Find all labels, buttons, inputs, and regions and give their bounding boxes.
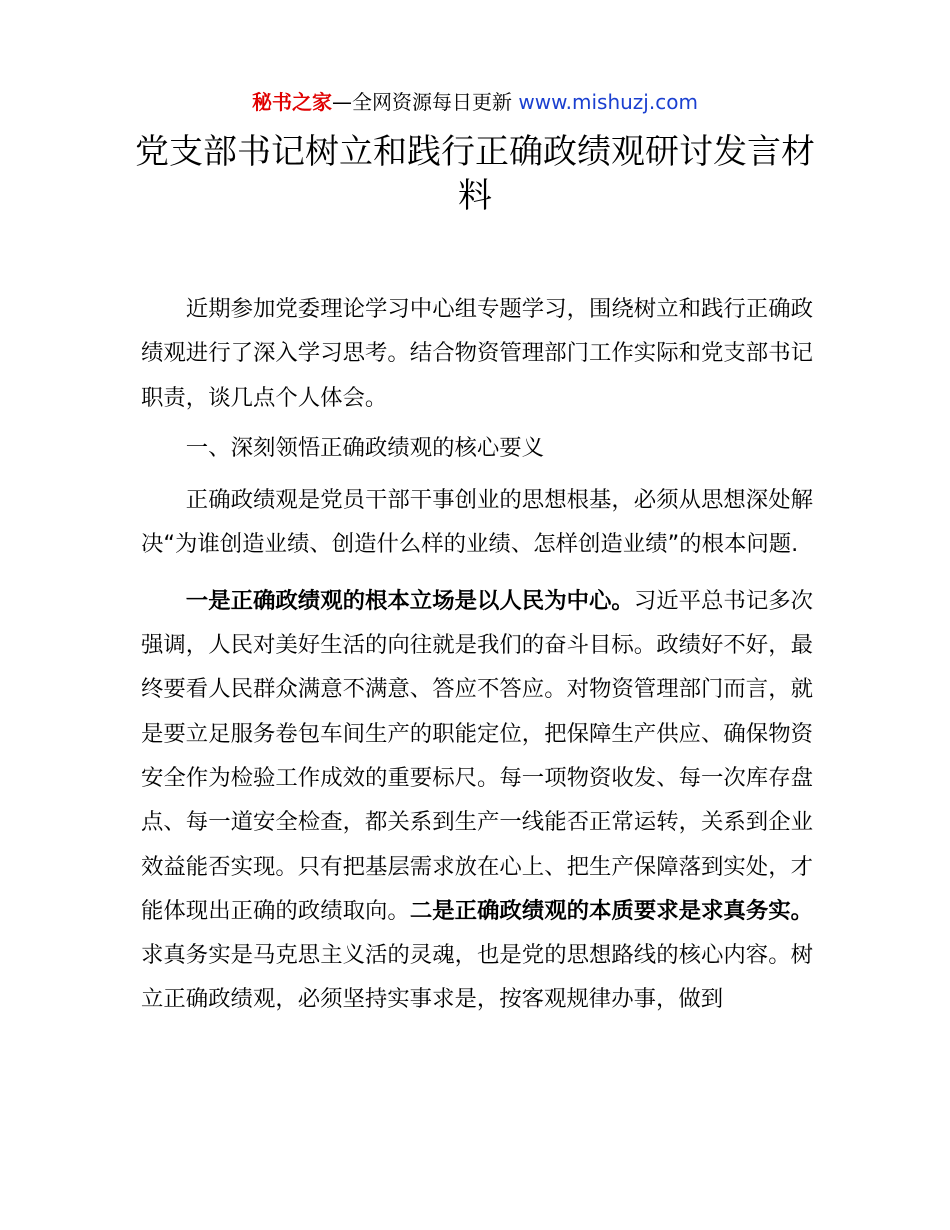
- document-body: [141, 287, 813, 1022]
- header-tagline: —全网资源每日更新: [332, 90, 519, 114]
- site-header: [0, 88, 950, 116]
- section-lead-paragraph: 正确政绩观是党员干部干事创业的思想根基，必须从思想深处解决“为谁创造业绩、创造什么样的业绩、怎样创造业绩”的根本问题.: [141, 487, 813, 558]
- intro-paragraph: 近期参加党委理论学习中心组专题学习，围绕树立和践行正确政绩观进行了深入学习思考。结合物资管理部门工作实际和党支部书记职责，谈几点个人体会。: [141, 296, 813, 411]
- document-title: 党支部书记树立和践行正确政绩观研讨发言材料: [135, 132, 815, 216]
- points-paragraph: [141, 579, 813, 1022]
- point-one-text: 习近平总书记多次强调，人民对美好生活的向往就是我们的奋斗目标。政绩好不好，最终要看人民群众满意不满意、答应不答应。对物资管理部门而言，就是要立足服务卷包车间生产的职能定位，把保障生产供应、确保物资安全作为检验工作成效的重要标尺。每一项物资收发、每一次库存盘点、每一道安全检查，都关系到生产一线能否正常运转，关系到企业效益能否实现。只有把基层需求放在心上、把生产保障落到实处，才能体现出正确的政绩取向。: [141, 587, 814, 924]
- site-url-link[interactable]: www.mishuzj.com: [518, 90, 698, 114]
- section-heading: 一、深刻领悟正确政绩观的核心要义: [185, 434, 545, 461]
- brand-name: 秘书之家: [252, 90, 333, 114]
- point-two-heading: 二是正确政绩观的本质要求是求真务实。: [409, 897, 814, 924]
- point-two-text: 求真务实是马克思主义活的灵魂，也是党的思想路线的核心内容。树立正确政绩观，必须坚持实事求是，按客观规律办事，做到: [141, 942, 813, 1013]
- point-one-heading: 一是正确政绩观的根本立场是以人民为中心。: [185, 587, 634, 614]
